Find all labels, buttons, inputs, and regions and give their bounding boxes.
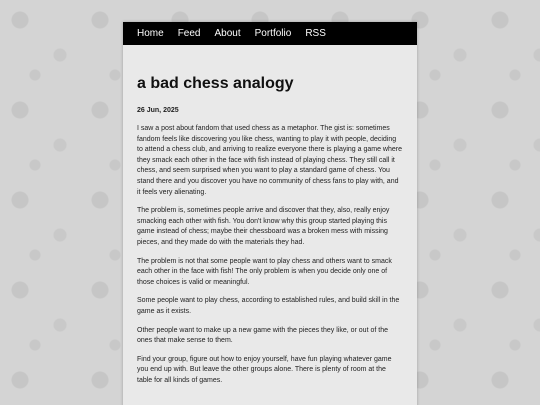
- post-content: [123, 45, 417, 386]
- nav-feed-link[interactable]: Feed: [177, 28, 201, 39]
- nav-portfolio-link[interactable]: Portfolio: [254, 28, 292, 39]
- post-paragraph: I saw a post about fandom that used chess as a metaphor. The gist is: sometimes fandom feels like discovering you like chess, wanting to play it with people, deciding to attend a chess club, and arriving to realize everyone there is playing a game where they smack each other in the face with fish instead of playing chess. They still call it chess, and seem surprised when you want to play a standard game of chess. You stand there and you discover you have no community of chess fans to play with, and it feels very alienating.: [137, 125, 402, 196]
- blog-page: [123, 22, 417, 405]
- nav-about-link[interactable]: About: [214, 28, 241, 39]
- post-paragraph: Some people want to play chess, according to established rules, and build skill in the game as it exists.: [137, 297, 400, 315]
- post-paragraph: Other people want to make up a new game with the pieces they like, or out of the ones that make sense to them.: [137, 326, 388, 345]
- post-paragraph: The problem is not that some people want to play chess and others want to smack each other in the face with fish! The only problem is when you decide only one of those choices is valid or meaningful.: [137, 257, 392, 286]
- post-date: 26 Jun, 2025: [137, 107, 179, 114]
- top-nav: [123, 22, 417, 45]
- post-title: a bad chess analogy: [137, 75, 294, 92]
- post-paragraph: The problem is, sometimes people arrive and discover that they, also, really enjoy smacking each other with fish. You don't know why this group started playing this game instead of chess; maybe their chessboard was a broken mess with missing pieces, and they made do with the materials they had.: [137, 207, 390, 246]
- nav-home-link[interactable]: Home: [137, 28, 164, 39]
- post-body: [137, 124, 403, 386]
- post-paragraph: Find your group, figure out how to enjoy yourself, have fun playing whatever game you end up with. But leave the other groups alone. There is plenty of room at the table for all kinds of games.: [137, 355, 392, 384]
- nav-rss-link[interactable]: RSS: [305, 28, 326, 39]
